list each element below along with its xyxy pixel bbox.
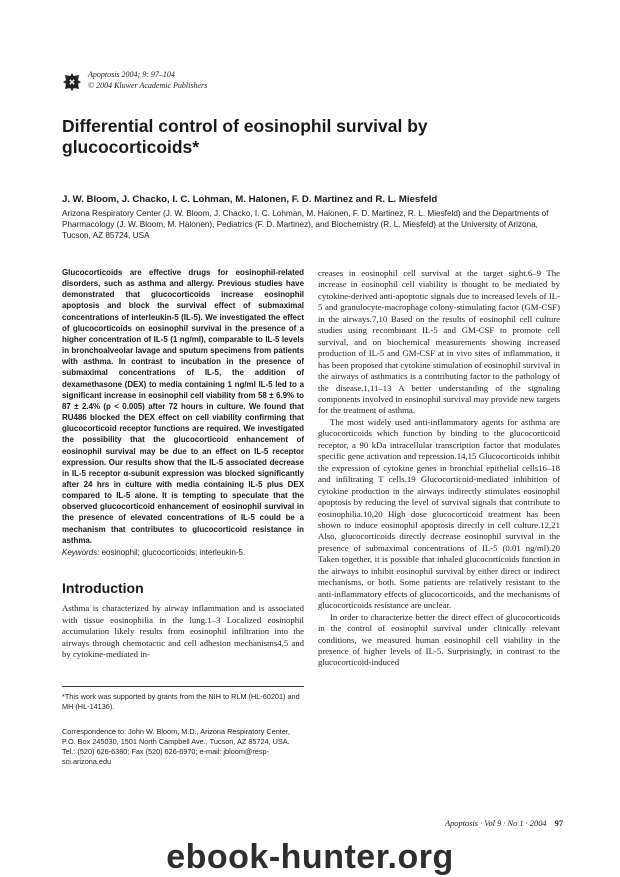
body-paragraph: In order to characterize better the direct effect of glucocorticoids in the control of eosinophil survival under clinically relevant conditions, we measured human eosinophil cell viability in the presence of higher levels of IL-5. Surprisingly, in contrast to the glucocorticoid-induced [318,611,560,668]
keywords-list: eosinophil; glucocorticoids; interleukin-5. [101,548,246,557]
funding-footnote: *This work was supported by grants from the NIH to RLM (HL-60201) and MH (HL-14136). [62,692,300,711]
body-paragraph: creases in eosinophil cell survival at the target sight.6–9 The increase in eosinophil cell viability is thought to be mediated by cytokine-derived anti-apoptotic signals due to increased levels of IL-5 and granulocyte-macrophage colony-stimulating factor (GM-CSF) in the airways.7,10 Based on the results of eosinophil cell culture studies using recombinant IL-5 and GM-CSF to promote cell survival, and on biochemical measurements showing increased production of IL-5 and GM-CSF at in vivo sites of inflammation, it has been proposed that cytokine stimulation of eosinophil survival in the airways of asthmatics is a contributing factor to the pathology of the disease.1,11–13 A better understanding of the signaling components involved in eosinophil survival may provide new targets for the treatment of asthma. [318,268,560,416]
watermark-text: ebook-hunter.org [166,838,454,876]
right-column-text [318,268,560,669]
publisher-logo-icon [62,72,82,92]
correspondence-note: Correspondence to: John W. Bloom, M.D., Arizona Respiratory Center, P.O. Box 245030, 1501 North Campbell Ave., Tucson, AZ 85724, USA. Tel.: (520) 626-6380; Fax (520) 626-6970; e-mail: jbloom@resp-sci.arizona.edu [62,727,290,766]
page-number: 97 [554,819,563,828]
article-title: Differential control of eosinophil survival by glucocorticoids* [62,116,428,157]
body-paragraph: The most widely used anti-inflammatory agents for asthma are glucocorticoids which function by binding to the glucocorticoid receptor, a 90 kDa intracellular transcription factor that modulates specific gene activation and repression.14,15 Glucocorticoids inhibit the expression of cytokine genes in bronchial epithelial cells16–18 and infiltrating T cells.19 Glucocorticoid-mediated inhibition of cytokine production in the airways indirectly stimulates eosinophil apoptosis by reducing the level of survival signals that contribute to eosinophilia.10,20 High dose glucocorticoid treatment has been shown to induce eosinophil apoptosis directly in cell culture.12,21 Also, glucocorticoids directly decrease eosinophil survival in the presence of submaximal concentrations of IL-5 (0.01 ng/ml).20 Taken together, it is possible that inhaled glucocorticoids function in the airways to inhibit eosinophil survival by either direct or indirect mechanisms, or both. Some patients are relatively resistant to the anti-inflammatory effects of glucocorticoids, and the mechanisms of glucocorticoids resistance are unclear. [318,416,560,611]
page-footer [408,819,563,828]
abstract: Glucocorticoids are effective drugs for eosinophil-related disorders, such as asthma and allergy. Previous studies have demonstrated that glucocorticoids increase eosinophil apoptosis and block the survival effect of submaximal concentrations of interleukin-5 (IL-5). We investigated the effect of glucocorticoids on eosinophil survival in the presence of a higher concentration of IL-5 (1 ng/ml), comparable to IL-5 levels in bronchoalveolar lavage and sputum specimens from patients with asthma. In contrast to incubation in the presence of submaximal concentrations of IL-5, the addition of dexamethasone (DEX) to media containing 1 ng/ml IL-5 led to a significant increase in eosinophil cell viability from 58 ± 6.9% to 87 ± 2.4% (p < 0.005) after 72 hours in culture. We found that RU486 blocked the DEX effect on cell viability confirming that glucocorticoid receptor functions are required. We investigated the possibility that the glucocorticoid enhancement of eosinophil survival may be due to an effect on IL-5 receptor expression. Our results show that the IL-5 associated decrease in IL-5 receptor α-subunit expression was blocked significantly after 24 hrs in culture with media containing IL-5 plus DEX compared to IL-5 alone. It is tempting to speculate that the observed glucocorticoid enhancement of eosinophil survival in the presence of elevated concentrations of IL-5 could be a mechanism that contributes to glucocorticoid resistance in asthma. [62,268,304,545]
author-list: J. W. Bloom, J. Chacko, I. C. Lohman, M. Halonen, F. D. Martinez and R. L. Miesfeld [62,194,438,205]
footer-journal: Apoptosis · Vol 9 · No 1 · 2004 [444,819,547,828]
copyright-line: © 2004 Kluwer Academic Publishers [88,80,208,90]
journal-header [88,70,207,91]
footnote-divider [62,686,304,687]
journal-citation: Apoptosis 2004; 9: 97–104 [88,70,175,79]
keywords [62,548,304,557]
section-heading-introduction: Introduction [62,580,144,596]
introduction-paragraph: Asthma is characterized by airway inflammation and is associated with tissue eosinophilia in the lung.1–3 Localized eosinophil accumulation likely results from eosinophil infiltration into the airways through chemotactic and cell adhesion mechanisms4,5 and by cytokine-mediated in- [62,603,304,660]
keywords-label: Keywords: [62,548,100,557]
affiliation: Arizona Respiratory Center (J. W. Bloom, J. Chacko, I. C. Lohman, M. Halonen, F. D. Martinez, R. L. Miesfeld) and the Departments of Pharmacology (J. W. Bloom, M. Halonen), Pediatrics (F. D. Martinez), and Biochemistry (R. L. Miesfeld) at the University of Arizona, Tucson, AZ 85724, USA [62,209,549,240]
